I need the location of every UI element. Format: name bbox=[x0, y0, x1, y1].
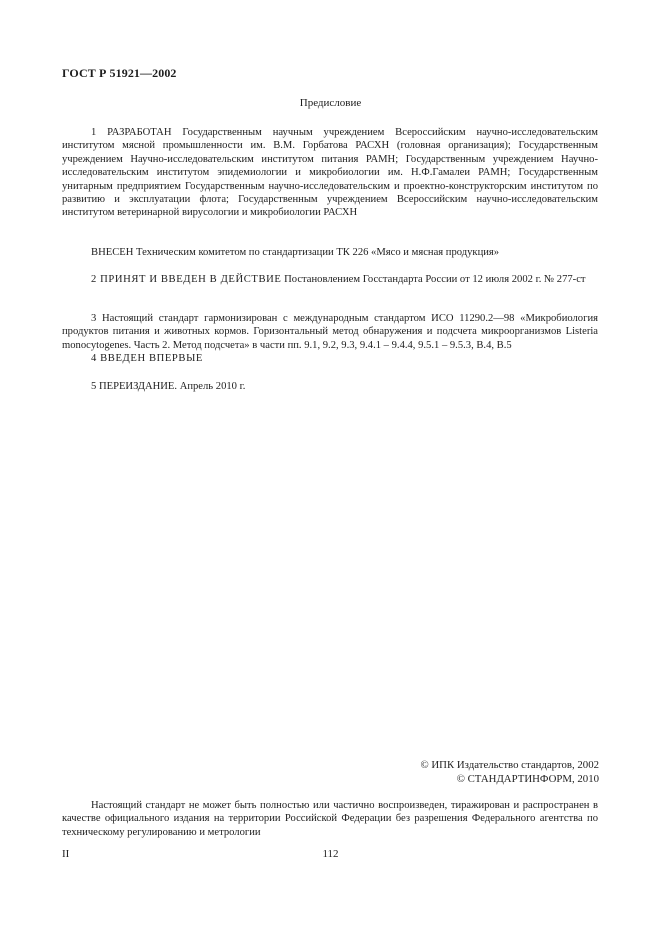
paragraph-first-introduced bbox=[62, 352, 598, 365]
paragraph-text: Апрель 2010 г. bbox=[177, 381, 246, 392]
paragraph-label: ВНЕСЕН bbox=[91, 247, 134, 258]
paragraph-label: 5 ПЕРЕИЗДАНИЕ. bbox=[91, 381, 178, 392]
paragraph-harmonized bbox=[62, 312, 598, 352]
section-title: Предисловие bbox=[299, 97, 362, 109]
paragraph-adopted bbox=[62, 273, 598, 286]
paragraph-text: Постановлением Госстандарта России от 12 июля 2002 г. № 277-ст bbox=[281, 274, 586, 285]
paragraph-text: Государственным научным учреждением Всероссийским научно-исследовательским институтом мясной промышленности им. В.М. Горбатова РАСХН (головная организация); Государственным учреждением Научно-исследовательским институтом питания РАМН; Государственным учреждением Научно-исследовательским институтом эпидемиологии и микробиологии им. Н.Ф.Гамалеи РАМН; Государственным унитарным предприятием Государственным научно-исследовательским и проектно-конструкторским институтом по развитию и эксплуатации флота; Государственным учреждением Всероссийским научно-исследовательским институтом ветеринарной вирусологии и микробиологии РАСХН bbox=[62, 127, 598, 219]
paragraph-introduced-by bbox=[62, 246, 598, 259]
paragraph-text: Техническим комитетом по стандартизации ТК 226 «Мясо и мясная продукция» bbox=[133, 247, 500, 258]
reproduction-notice bbox=[62, 799, 598, 839]
paragraph-label: 2 ПРИНЯТ И ВВЕДЕН В ДЕЙСТВИЕ bbox=[91, 274, 282, 285]
paragraph-text: 4 ВВЕДЕН ВПЕРВЫЕ bbox=[91, 353, 203, 364]
copyright-line-standartinform: © СТАНДАРТИНФОРМ, 2010 bbox=[456, 773, 599, 785]
notice-text: Настоящий стандарт не может быть полностью или частично воспроизведен, тиражирован и распространен в качестве официального издания на территории Российской Федерации без разрешения Федерального агентства по техническому регулированию и метрологии bbox=[62, 800, 598, 838]
paragraph-text: 3 Настоящий стандарт гармонизирован с международным стандартом ИСО 11290.2—98 «Микробиология продуктов питания и животных кормов. Горизонтальный метод обнаружения и подсчета микроорганизмов Listeria monocytogenes. Часть 2. Метод подсчета» в части пп. 9.1, 9.2, 9.3, 9.4.1 – 9.4.4, 9.5.1 – 9.5.3, В.4, В.5 bbox=[62, 313, 598, 351]
footer-roman-page: II bbox=[62, 848, 70, 860]
standard-code: ГОСТ Р 51921—2002 bbox=[62, 66, 177, 80]
page-number: 112 bbox=[322, 848, 339, 860]
paragraph-label: 1 РАЗРАБОТАН bbox=[91, 127, 172, 138]
paragraph-developed-by bbox=[62, 126, 598, 220]
copyright-line-publisher: © ИПК Издательство стандартов, 2002 bbox=[420, 759, 599, 771]
paragraph-reissue bbox=[62, 380, 598, 393]
